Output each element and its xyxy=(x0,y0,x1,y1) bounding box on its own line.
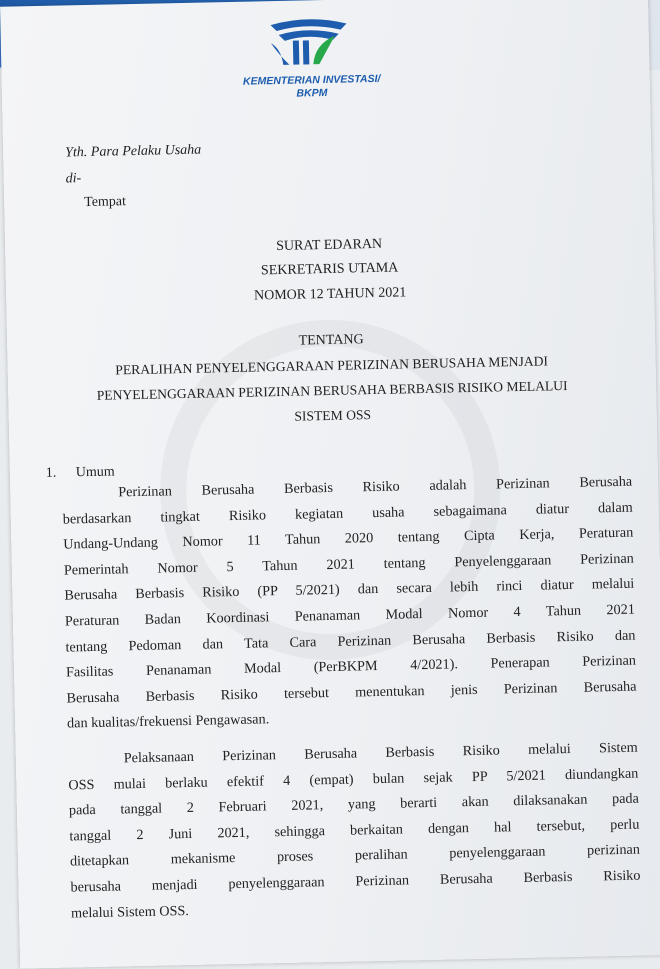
paragraph-line: tentang Pedoman dan Tata Cara Perizinan Berusaha Berbasis Risiko dan xyxy=(65,627,636,656)
paragraph-line: Fasilitas Penanaman Modal (PerBKPM 4/2021). Penerapan Perizinan xyxy=(65,652,637,681)
paragraph-line: Undang-Undang Nomor 11 Tahun 2020 tentang Cipta Kerja, Peraturan xyxy=(63,524,634,553)
paragraph-line: berusaha menjadi penyelenggaraan Perizinan Berusaha Berbasis Risiko xyxy=(70,867,641,896)
ministry-line-1: KEMENTERIAN INVESTASI/ xyxy=(242,72,381,88)
paragraph-line: Berusaha Berbasis Risiko tersebut menentukan jenis Perizinan Berusaha xyxy=(66,678,637,707)
paragraph-line: pada tanggal 2 Februari 2021, yang berarti akan dilaksanakan pada xyxy=(68,790,639,819)
heading-about: TENTANG xyxy=(298,332,364,349)
subject-line-2: PENYELENGGARAAN PERIZINAN BERUSAHA BERBASIS RISIKO MELALUI xyxy=(96,377,568,403)
paragraph-line: berdasarkan tingkat Risiko kegiatan usaha sebagaimana diatur dalam xyxy=(62,499,633,528)
paragraph-line: Pelaksanaan Perizinan Berusaha Berbasis Risiko melalui Sistem xyxy=(123,739,638,767)
ministry-line-2: BKPM xyxy=(296,86,328,100)
paragraph-line: ditetapkan mekanisme proses peralihan penyelenggaraan perizinan xyxy=(69,841,641,870)
paragraph-line: melalui Sistem OSS. xyxy=(70,902,190,922)
paragraph-line: Peraturan Badan Koordinasi Penanaman Modal Nomor 4 Tahun 2021 xyxy=(64,601,636,630)
paragraph-line: Berusaha Berbasis Risiko (PP 5/2021) dan secara lebih rinci diatur melalui xyxy=(64,576,635,604)
heading-line-3: NOMOR 12 TAHUN 2021 xyxy=(253,285,407,304)
paragraph-line: tanggal 2 Juni 2021, sehingga berkaitan dengan hal tersebut, perlu xyxy=(69,816,640,845)
addressee-line-1: Yth. Para Pelaku Usaha xyxy=(64,142,202,161)
subject-line-3: SISTEM OSS xyxy=(294,407,372,424)
paragraph-line: Pemerintah Nomor 5 Tahun 2021 tentang Penyelenggaraan Perizinan xyxy=(63,550,634,579)
section-title: Umum xyxy=(75,464,115,481)
ministry-name xyxy=(226,72,399,102)
heading-line-1: SURAT EDARAN xyxy=(276,236,383,255)
addressee-line-2: di- xyxy=(65,171,82,187)
heading-line-2: SEKRETARIS UTAMA xyxy=(260,260,399,279)
subject-line-1: PERALIHAN PENYELENGGARAAN PERIZINAN BERUSAHA MENJADI xyxy=(115,353,549,378)
bkpm-logo-icon xyxy=(262,17,355,69)
section-number: 1. xyxy=(45,465,57,481)
paragraph-line: Perizinan Berusaha Berbasis Risiko adalah Perizinan Berusaha xyxy=(118,473,633,501)
paragraph-line: dan kualitas/frekuensi Pengawasan. xyxy=(66,711,270,732)
paragraph-line: OSS mulai berlaku efektif 4 (empat) bulan sejak PP 5/2021 diundangkan xyxy=(68,765,639,794)
addressee-line-3: Tempat xyxy=(84,194,127,211)
